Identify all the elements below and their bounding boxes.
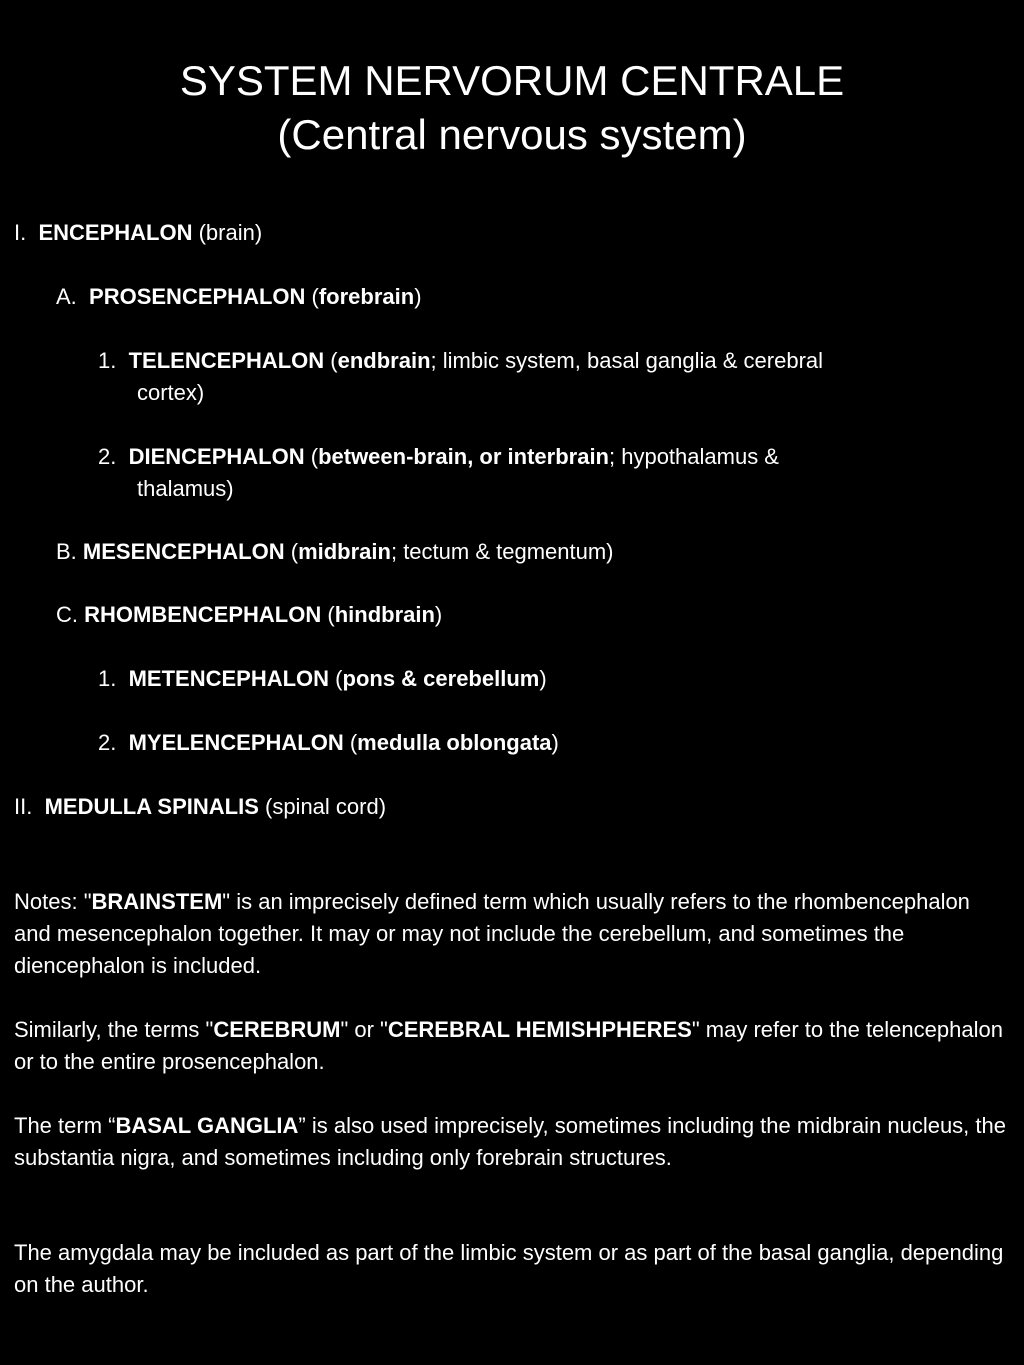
page-title: SYSTEM NERVORUM CENTRALE: [179, 57, 845, 104]
item-term: MESENCEPHALON: [82, 539, 285, 564]
outline-item-prosencephalon: [56, 281, 422, 313]
note-bold-term: BRAINSTEM: [91, 889, 223, 914]
note-text: Similarly, the terms ": [14, 1017, 214, 1042]
item-bold-gloss: pons & cerebellum: [342, 666, 540, 691]
note-bold-term: CEREBRAL HEMISHPHERES: [387, 1017, 692, 1042]
item-gloss: (spinal cord): [265, 794, 387, 819]
item-term: MEDULLA SPINALIS: [44, 794, 259, 819]
paren-close: ): [414, 284, 422, 309]
note-text: ” is also used imprecisely, sometimes including the midbrain nucleus, the substantia nigra, and sometimes including only forebrain structures.: [14, 1113, 1006, 1170]
item-marker: 1.: [98, 348, 117, 373]
item-term: RHOMBENCEPHALON: [84, 602, 322, 627]
outline-item-medulla-spinalis: [14, 791, 386, 823]
item-gloss-rest: ; hypothalamus &: [609, 444, 779, 469]
item-bold-gloss: forebrain: [318, 284, 415, 309]
paren-open: (: [310, 444, 319, 469]
item-marker: II.: [14, 794, 33, 819]
item-term: MYELENCEPHALON: [128, 730, 344, 755]
item-gloss-rest: ; limbic system, basal ganglia & cerebral: [430, 348, 824, 373]
outline-item-metencephalon: [98, 663, 547, 695]
note-text: Notes: ": [14, 889, 92, 914]
note-text: " or ": [340, 1017, 388, 1042]
outline-item-rhombencephalon: [56, 599, 442, 631]
item-marker: 2.: [98, 444, 117, 469]
item-marker: 1.: [98, 666, 117, 691]
note-text: " is an imprecisely defined term which usually refers to the rhombencephalon and mesencephalon together. It may or may not include the cerebellum, and sometimes the diencephalon is included.: [14, 889, 970, 978]
item-gloss-rest: ; tectum & tegmentum): [390, 539, 614, 564]
outline-item-continuation: thalamus): [137, 476, 234, 501]
notes-paragraph-basal-ganglia: [14, 1110, 1010, 1174]
outline-item-diencephalon: [98, 441, 779, 473]
outline-item-encephalon: [14, 217, 262, 249]
item-term: TELENCEPHALON: [128, 348, 325, 373]
outline-item-telencephalon: [98, 345, 823, 377]
notes-paragraph-amygdala: The amygdala may be included as part of the limbic system or as part of the basal ganglia, depending on the author.: [14, 1240, 1004, 1297]
note-bold-term: CEREBRUM: [213, 1017, 341, 1042]
paren-open: (: [335, 666, 343, 691]
note-text: " may refer to the telencephalon or to the entire prosencephalon.: [14, 1017, 1003, 1074]
item-bold-gloss: endbrain: [337, 348, 431, 373]
item-bold-gloss: between-brain, or interbrain: [318, 444, 609, 469]
item-marker: C.: [56, 602, 78, 627]
notes-paragraph-brainstem: [14, 886, 1010, 982]
item-marker: I.: [14, 220, 27, 245]
outline-item-continuation: cortex): [137, 380, 205, 405]
note-text: The term “: [14, 1113, 116, 1138]
item-marker: 2.: [98, 730, 117, 755]
paren-close: ): [539, 666, 547, 691]
paren-open: (: [327, 602, 335, 627]
item-bold-gloss: hindbrain: [334, 602, 435, 627]
item-bold-gloss: midbrain: [298, 539, 391, 564]
item-term: ENCEPHALON: [38, 220, 193, 245]
paren-open: (: [311, 284, 319, 309]
paren-close: ): [551, 730, 559, 755]
item-gloss: (brain): [198, 220, 263, 245]
note-bold-term: BASAL GANGLIA: [115, 1113, 299, 1138]
item-bold-gloss: medulla oblongata: [357, 730, 552, 755]
notes-paragraph-cerebrum: [14, 1014, 1010, 1078]
item-term: DIENCEPHALON: [128, 444, 305, 469]
item-term: METENCEPHALON: [128, 666, 330, 691]
paren-close: ): [434, 602, 443, 627]
paren-open: (: [290, 539, 299, 564]
item-marker: A.: [56, 284, 77, 309]
outline-item-mesencephalon: [56, 536, 614, 568]
item-marker: B.: [56, 539, 77, 564]
outline-item-myelencephalon: [98, 727, 559, 759]
paren-open: (: [330, 348, 338, 373]
item-term: PROSENCEPHALON: [89, 284, 306, 309]
paren-open: (: [349, 730, 358, 755]
page-subtitle: (Central nervous system): [277, 111, 747, 158]
